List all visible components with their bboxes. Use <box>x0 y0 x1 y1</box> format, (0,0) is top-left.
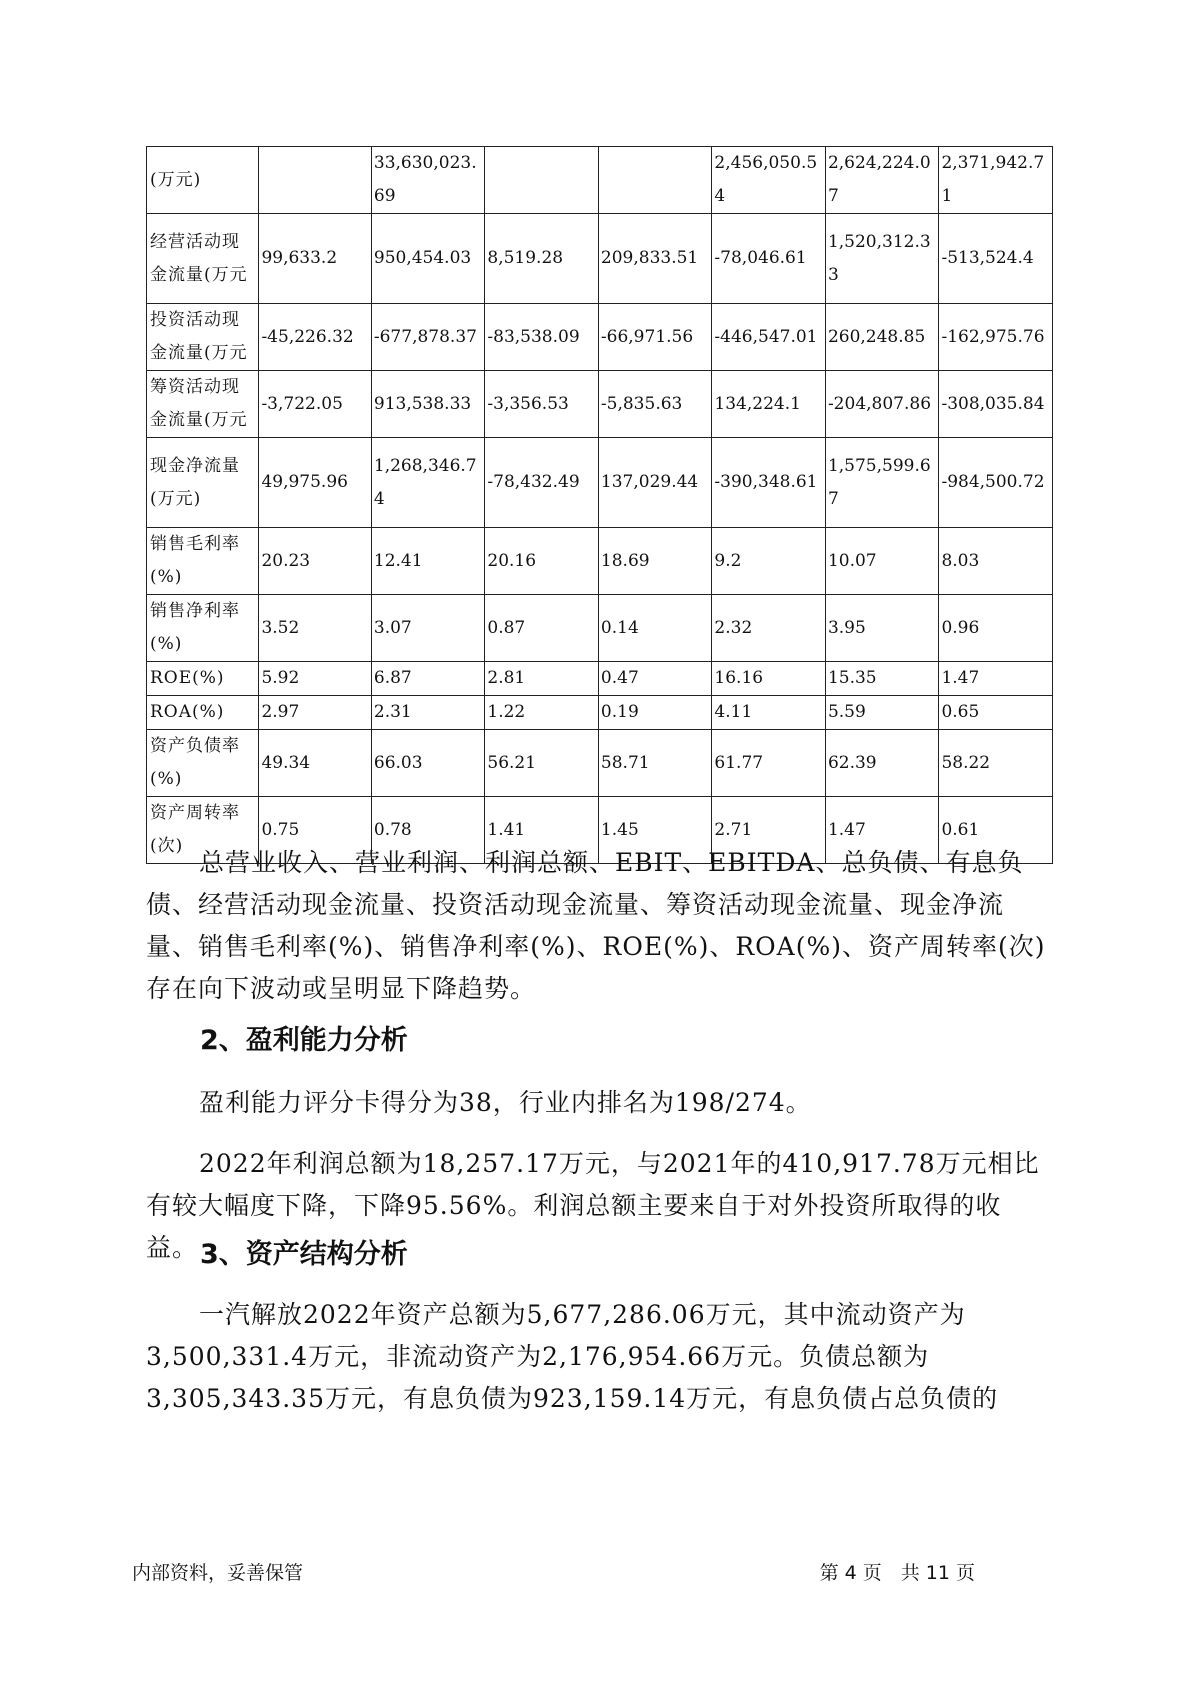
table-cell: -446,547.01 <box>712 304 826 371</box>
table-body <box>147 147 1053 864</box>
row-label: 经营活动现金流量(万元 <box>147 214 259 304</box>
table-cell: 15.35 <box>825 662 939 696</box>
table-cell <box>598 147 712 214</box>
table-cell: 2,624,224.07 <box>825 147 939 214</box>
table-row <box>147 147 1053 214</box>
table-cell: 66.03 <box>371 730 485 797</box>
table-cell: 99,633.2 <box>259 214 371 304</box>
table-cell: 2,456,050.54 <box>712 147 826 214</box>
table-cell: -390,348.61 <box>712 438 826 528</box>
trend-paragraph: 总营业收入、营业利润、利润总额、EBIT、EBITDA、总负债、有息负债、经营活动现金流量、投资活动现金流量、筹资活动现金流量、现金净流量、销售毛利率(%)、销售净利率(%)、ROE(%)、ROA(%)、资产周转率(次)存在向下波动或呈明显下降趋势。 <box>146 848 1046 1003</box>
table-cell: 2.31 <box>371 696 485 730</box>
table-cell: 5.59 <box>825 696 939 730</box>
financial-table-container <box>146 146 1053 864</box>
table-cell: 950,454.03 <box>371 214 485 304</box>
row-label: 现金净流量(万元) <box>147 438 259 528</box>
table-cell: 0.47 <box>598 662 712 696</box>
table-cell: 260,248.85 <box>825 304 939 371</box>
row-label: ROE(%) <box>147 662 259 696</box>
table-cell: -3,722.05 <box>259 371 371 438</box>
footer-page-number: 第 4 页 共 11 页 <box>819 1562 975 1584</box>
table-cell: 1.47 <box>825 797 939 864</box>
table-cell: -45,226.32 <box>259 304 371 371</box>
table-cell: 0.96 <box>939 595 1053 662</box>
table-cell: 3.95 <box>825 595 939 662</box>
table-cell: 0.65 <box>939 696 1053 730</box>
table-row <box>147 528 1053 595</box>
table-cell: 134,224.1 <box>712 371 826 438</box>
table-row <box>147 696 1053 730</box>
table-cell: 61.77 <box>712 730 826 797</box>
table-cell: 2.97 <box>259 696 371 730</box>
table-cell: 56.21 <box>485 730 599 797</box>
table-cell: 8,519.28 <box>485 214 599 304</box>
table-cell: 9.2 <box>712 528 826 595</box>
table-cell: -3,356.53 <box>485 371 599 438</box>
table-cell: 3.52 <box>259 595 371 662</box>
table-cell: 1.47 <box>939 662 1053 696</box>
row-label: 资产周转率(次) <box>147 797 259 864</box>
table-cell: -83,538.09 <box>485 304 599 371</box>
row-label: (万元) <box>147 147 259 214</box>
table-cell: 0.78 <box>371 797 485 864</box>
table-cell: 0.14 <box>598 595 712 662</box>
table-row <box>147 730 1053 797</box>
row-label: 筹资活动现金流量(万元 <box>147 371 259 438</box>
table-cell: -308,035.84 <box>939 371 1053 438</box>
table-cell: 0.75 <box>259 797 371 864</box>
table-cell: 0.61 <box>939 797 1053 864</box>
table-cell: 5.92 <box>259 662 371 696</box>
table-cell: 2,371,942.71 <box>939 147 1053 214</box>
table-row <box>147 214 1053 304</box>
row-label: ROA(%) <box>147 696 259 730</box>
table-cell: -677,878.37 <box>371 304 485 371</box>
table-cell: 0.87 <box>485 595 599 662</box>
row-label: 销售毛利率(%) <box>147 528 259 595</box>
table-cell <box>485 147 599 214</box>
table-cell: 209,833.51 <box>598 214 712 304</box>
table-cell <box>259 147 371 214</box>
table-cell: 1.45 <box>598 797 712 864</box>
table-cell: 8.03 <box>939 528 1053 595</box>
table-cell: 2.81 <box>485 662 599 696</box>
table-row <box>147 371 1053 438</box>
table-cell: 10.07 <box>825 528 939 595</box>
score-paragraph: 盈利能力评分卡得分为38，行业内排名为198/274。 <box>199 1088 812 1117</box>
row-label: 投资活动现金流量(万元 <box>147 304 259 371</box>
table-cell: 1.41 <box>485 797 599 864</box>
table-cell: 20.23 <box>259 528 371 595</box>
footer-confidential-note: 内部资料，妥善保管 <box>132 1562 304 1584</box>
section-heading-asset-structure: 3、资产结构分析 <box>200 1239 408 1270</box>
table-cell: 18.69 <box>598 528 712 595</box>
financial-metrics-table <box>146 146 1053 864</box>
table-cell: 33,630,023.69 <box>371 147 485 214</box>
table-cell: -984,500.72 <box>939 438 1053 528</box>
table-cell: 12.41 <box>371 528 485 595</box>
table-cell: 137,029.44 <box>598 438 712 528</box>
table-cell: 62.39 <box>825 730 939 797</box>
table-cell: 49,975.96 <box>259 438 371 528</box>
table-cell: -78,432.49 <box>485 438 599 528</box>
table-cell: 4.11 <box>712 696 826 730</box>
table-cell: 58.22 <box>939 730 1053 797</box>
table-cell: -78,046.61 <box>712 214 826 304</box>
table-cell: -66,971.56 <box>598 304 712 371</box>
table-cell: 1,575,599.67 <box>825 438 939 528</box>
table-cell: 0.19 <box>598 696 712 730</box>
table-cell: 58.71 <box>598 730 712 797</box>
table-cell: 2.71 <box>712 797 826 864</box>
table-cell: 3.07 <box>371 595 485 662</box>
table-cell: 49.34 <box>259 730 371 797</box>
asset-paragraph: 一汽解放2022年资产总额为5,677,286.06万元，其中流动资产为3,500,331.4万元，非流动资产为2,176,954.66万元。负债总额为3,305,343.35万元，有息负债为923,159.14万元，有息负债占总负债的 <box>146 1300 999 1413</box>
profit-paragraph: 2022年利润总额为18,257.17万元，与2021年的410,917.78万元相比有较大幅度下降，下降95.56%。利润总额主要来自于对外投资所取得的收益。 <box>146 1149 1040 1262</box>
table-row <box>147 662 1053 696</box>
table-cell: -513,524.4 <box>939 214 1053 304</box>
table-cell: 1.22 <box>485 696 599 730</box>
table-cell: 6.87 <box>371 662 485 696</box>
table-cell: 2.32 <box>712 595 826 662</box>
table-row <box>147 438 1053 528</box>
table-cell: 1,520,312.33 <box>825 214 939 304</box>
table-cell: -162,975.76 <box>939 304 1053 371</box>
table-row <box>147 595 1053 662</box>
table-cell: 913,538.33 <box>371 371 485 438</box>
section-heading-profitability: 2、盈利能力分析 <box>200 1025 408 1056</box>
table-cell: -204,807.86 <box>825 371 939 438</box>
table-cell: 20.16 <box>485 528 599 595</box>
table-cell: 16.16 <box>712 662 826 696</box>
table-cell: -5,835.63 <box>598 371 712 438</box>
row-label: 销售净利率(%) <box>147 595 259 662</box>
table-row <box>147 304 1053 371</box>
row-label: 资产负债率(%) <box>147 730 259 797</box>
table-cell: 1,268,346.74 <box>371 438 485 528</box>
